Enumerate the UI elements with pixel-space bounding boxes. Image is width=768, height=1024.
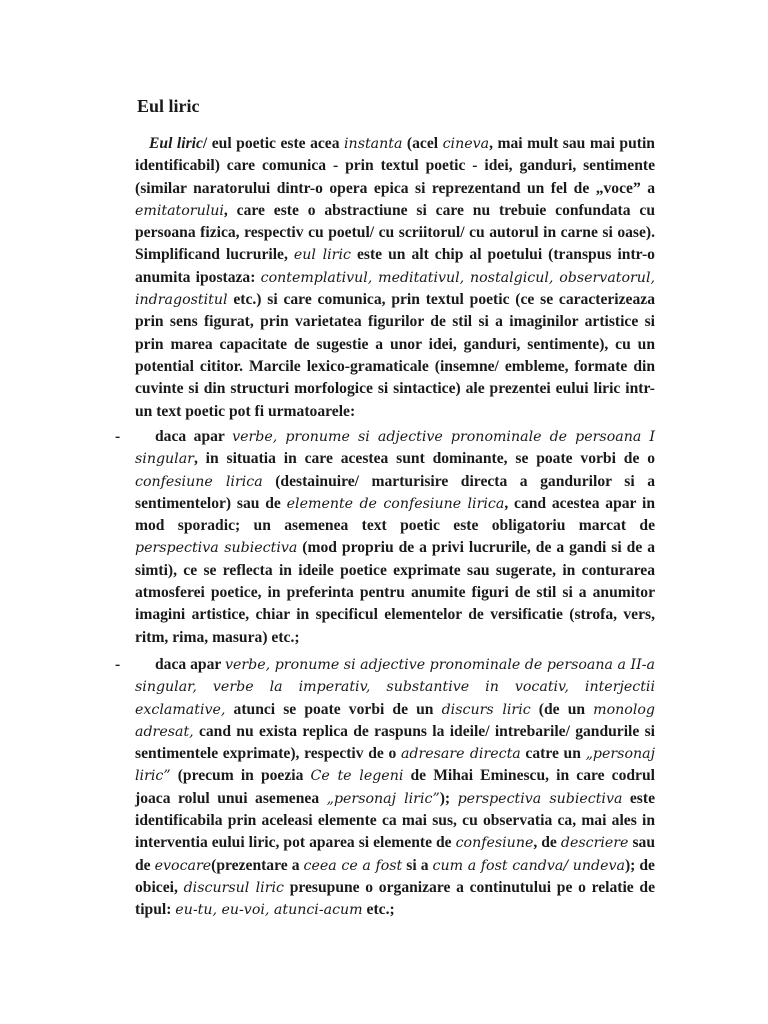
emphasis-run: instanta	[344, 136, 403, 152]
paragraph-bullet-2	[135, 654, 655, 922]
emphasis-run: evocare	[154, 857, 212, 874]
text-run: (de un	[530, 700, 594, 718]
text-run: este identificabila prin aceleasi elemente ca mai sus, cu observatia ca, mai ales in interventia eului liric, pot aparea si elemente de	[135, 789, 655, 852]
emphasis-run: discursul liric	[183, 879, 284, 896]
emphasis-run: eu-tu, eu-voi, atunci-acum	[175, 902, 363, 919]
emphasis-run: confesiune	[455, 835, 534, 852]
text-run: etc.) si care comunica, prin textul poetic (ce se caracterizeaza prin sens figurat, prin varietatea figurilor de stil si a imaginilor artistice si prin marea capacitate de sugestie a unor idei, ganduri, sentimente), cu un potential cititor. Marcile lexico-gramaticale (insemne/ embleme, formate din cuvinte si din structuri morfologice si sintactice) ale prezentei eului liric intr-un text poetic pot fi urmatoarele:	[135, 291, 655, 420]
emphasis-run: eul liric	[293, 247, 351, 264]
emphasis-run: perspectiva subiectiva	[135, 540, 298, 557]
text-run: de Mihai Eminescu, in care codrul joaca rolul unui asemenea	[135, 767, 655, 807]
text-run: , care este o abstractiune si care nu trebuie confundata cu persoana fizica, respectiv cu poetul/ cu scriitorul/ cu autorul in carne si oase). Simplificand lucrurile,	[135, 201, 655, 264]
emphasis-run: verbe, pronume si adjective pronominale de persoana a II-a singular, verbe la imperativ, substantive in vocativ, interjectii exclamative,	[135, 657, 655, 718]
text-run: );	[439, 789, 458, 807]
emphasis-run: ceea ce a fost	[303, 857, 403, 874]
text-run: (mod propriu de a privi lucrurile, de a gandi si de a simti), ce se reflecta in ideile poetice exprimate sau sugerate, in conturarea atmosferei poetice, in preferinta pentru anumite figuri de stil si a anumitor imagini artistice, chiar in specificul elementelor de versificatie (strofa, vers, ritm, rima, masura) etc.;	[135, 539, 656, 646]
text-run: si a	[402, 856, 433, 874]
text-run: , cand acestea apar in mod sporadic; un asemenea text poetic este obligatoriu marcat de	[135, 494, 655, 535]
text-run: ); de obicei,	[135, 856, 655, 896]
emphasis-run: cineva	[442, 136, 490, 152]
text-run: , in situatia in care acestea sunt dominante, se poate vorbi de o	[193, 450, 655, 468]
text-run: daca apar	[155, 656, 225, 673]
emphasis-run: cum a fost candva/ undeva	[432, 857, 625, 874]
text-run: , de	[533, 834, 561, 852]
emphasis-run: confesiune lirica	[135, 473, 263, 490]
text-run: (prezentare a	[211, 856, 304, 874]
emphasis-run: descriere	[560, 835, 629, 852]
text-run: daca apar	[155, 428, 233, 445]
emphasis-run: discurs liric	[441, 701, 531, 718]
text-run: presupune o organizare a continutului pe o relatie de tipul:	[135, 878, 656, 919]
emphasis-run: Eul liric	[149, 135, 203, 152]
text-run: catre un	[520, 745, 586, 763]
emphasis-run: adresare directa	[400, 746, 521, 763]
text-run: , mai mult sau mai putin identificabil) care comunica - prin textul poetic - idei, ganduri, sentimente (similar naratorului dintr-o opera epica si reprezentand un fel de „voce” a	[135, 135, 655, 197]
emphasis-run: contemplativul, meditativul, nostalgicul, observatorul, indragostitul	[135, 269, 655, 309]
emphasis-run: „personaj liric”	[135, 746, 655, 785]
paragraph-bullet-1	[135, 426, 655, 649]
text-run: atunci se poate vorbi de un	[225, 700, 442, 718]
text-run: este un alt chip al poetului (transpus intr-o anumita ipostaza:	[135, 246, 655, 286]
page-title: Eul liric	[137, 96, 200, 116]
emphasis-run: emitatorului	[135, 202, 224, 219]
text-run: / eul poetic este acea	[202, 135, 345, 152]
emphasis-run: Ce te legeni	[310, 768, 404, 785]
emphasis-run: elemente de confesiune lirica	[286, 495, 505, 512]
bullet-dash: -	[115, 428, 121, 445]
emphasis-run: monolog adresat,	[135, 701, 655, 740]
text-run: (destainuire/ marturisire directa a gandurilor si a sentimentelor) sau de	[135, 472, 655, 512]
text-run: (acel	[402, 135, 443, 152]
text-run: (precum in poezia	[170, 767, 311, 785]
emphasis-run: verbe, pronume si adjective pronominale de persoana I singular	[135, 429, 655, 468]
bullet-dash: -	[115, 656, 121, 673]
text-run: sau de	[135, 834, 656, 874]
paragraph-intro	[135, 133, 655, 423]
emphasis-run: „personaj liric”	[326, 790, 440, 807]
text-run: cand nu exista replica de raspuns la ideile/ intrebarile/ gandurile si sentimentele exprimate), respectiv de o	[135, 722, 655, 763]
text-run: etc.;	[362, 901, 395, 919]
emphasis-run: perspectiva subiectiva	[457, 790, 623, 807]
